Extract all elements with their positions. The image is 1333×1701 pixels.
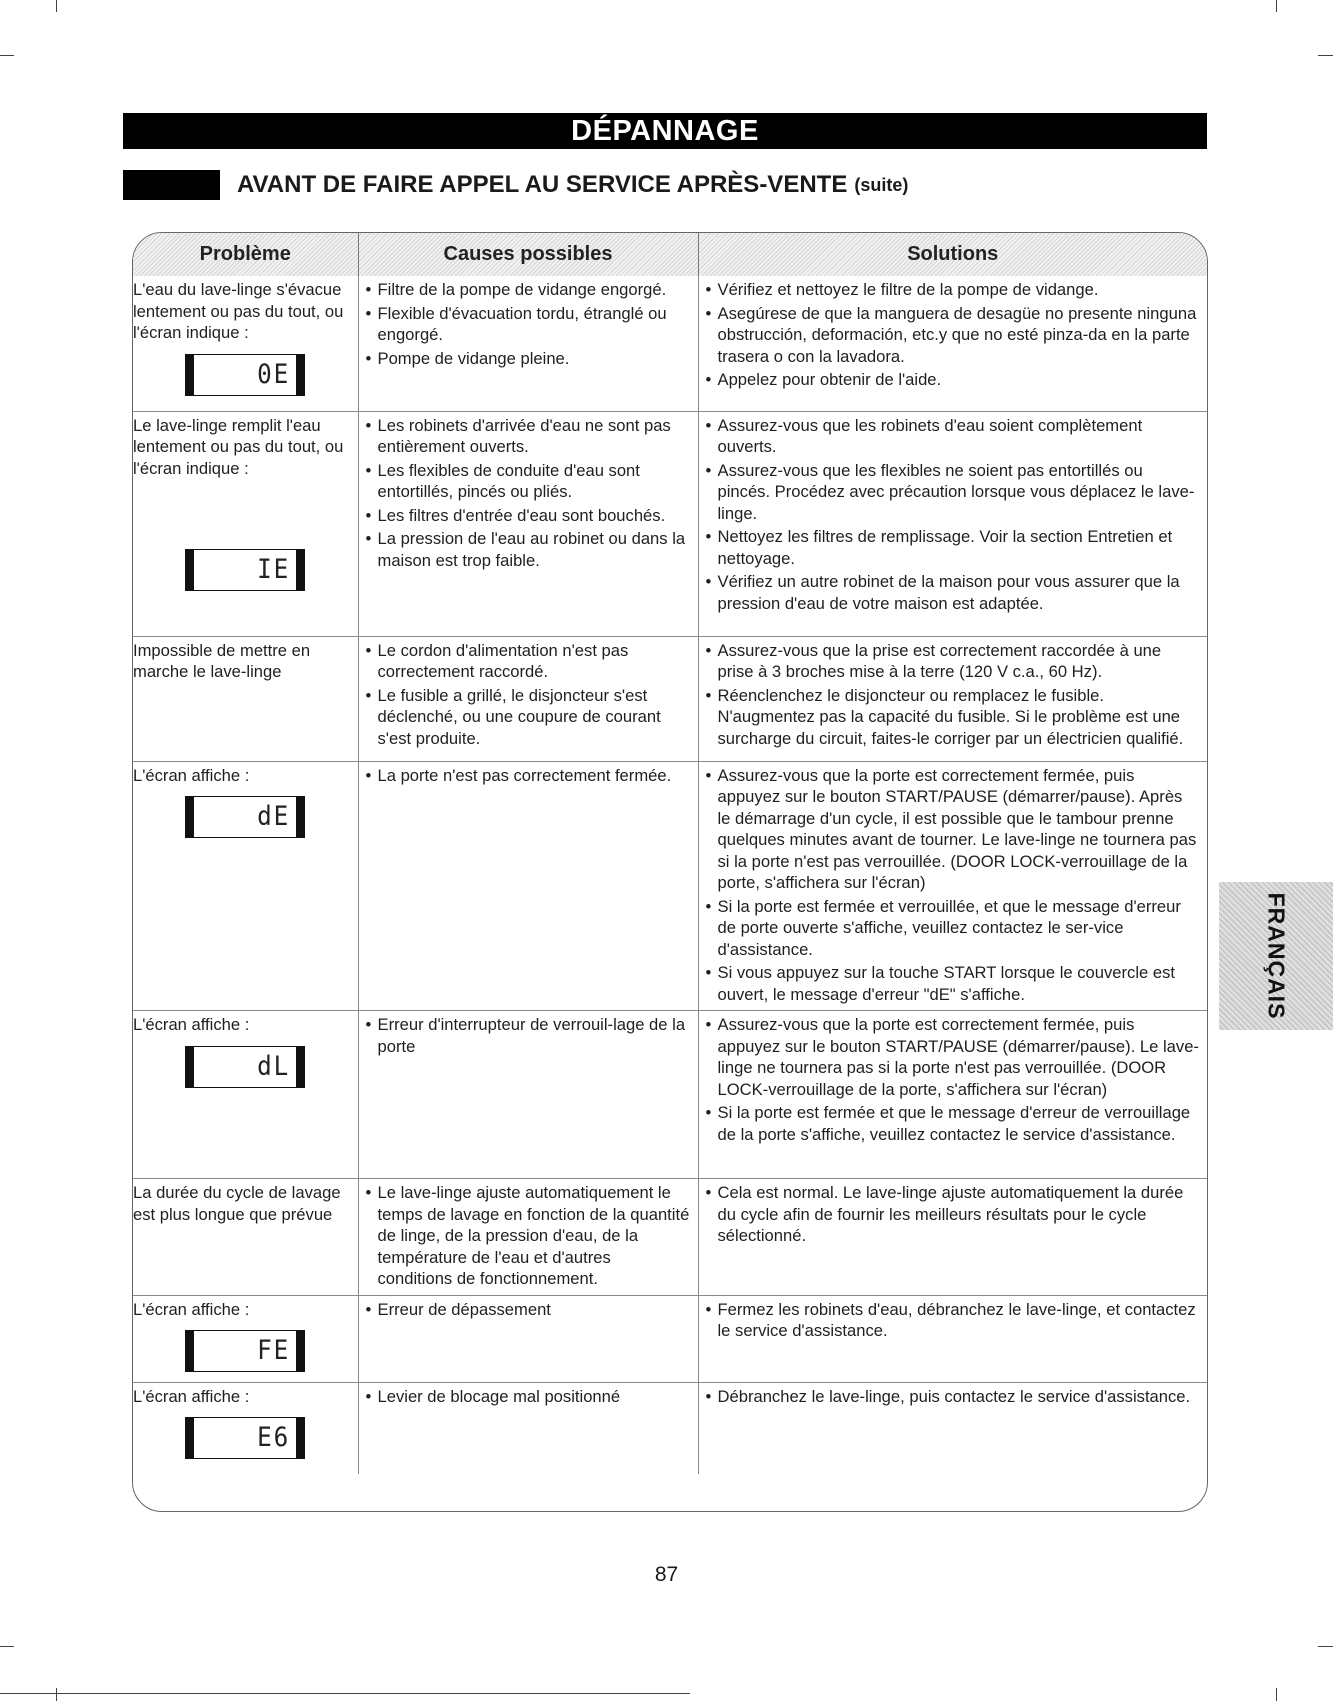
solutions-cell <box>698 411 1207 636</box>
solution-item: • Fermez les robinets d'eau, débranchez le lave-linge, et contactez le service d'assistance. <box>703 1299 1200 1342</box>
cause-item: • Le cordon d'alimentation n'est pas correctement raccordé. <box>363 640 690 683</box>
problem-text: L'écran affiche : <box>133 765 250 785</box>
problem-text: Le lave-linge remplit l'eau lentement ou pas du tout, ou l'écran indique : <box>133 415 344 478</box>
solution-item: • Asegúrese de que la manguera de desagüe no presente ninguna obstrucción, deformación, etc.y que no esté pinza-da en la parte trasera o con la lavadora. <box>703 303 1200 368</box>
solution-item: • Cela est normal. Le lave-linge ajuste automatiquement la durée du cycle afin de fournir les meilleurs résultats pour le cycle sélectionné. <box>703 1182 1200 1247</box>
solution-item: • Réenclenchez le disjoncteur ou remplacez le fusible. N'augmentez pas la capacité du fusible. Si le problème est une surcharge du circuit, faites-le corriger par un électricien qualifié. <box>703 685 1200 750</box>
solution-item: • Vérifiez et nettoyez le filtre de la pompe de vidange. <box>703 279 1200 301</box>
crop-mark <box>1318 55 1333 56</box>
error-code: dE <box>257 801 290 832</box>
error-display <box>185 354 305 396</box>
subtitle-suffix: (suite) <box>854 174 909 195</box>
causes-cell <box>358 276 698 411</box>
table-row <box>133 761 1207 1011</box>
error-display <box>185 1330 305 1372</box>
solutions-cell <box>698 1011 1207 1179</box>
causes-cell <box>358 1382 698 1474</box>
cause-item: • La pression de l'eau au robinet ou dans la maison est trop faible. <box>363 528 690 571</box>
problem-cell <box>133 1295 358 1382</box>
solution-item: • Assurez-vous que la porte est correctement fermée, puis appuyez sur le bouton START/PAUSE (démarrer/pause). Le lave-linge ne tournera pas si la porte n'est pas verrouillée. (DOOR LOCK-verrouillage de la porte, s'affichera sur l'écran) <box>703 1014 1200 1100</box>
page-number: 87 <box>654 1563 679 1586</box>
problem-text: La durée du cycle de lavage est plus longue que prévue <box>133 1183 341 1224</box>
causes-cell <box>358 1295 698 1382</box>
solution-item: • Assurez-vous que la porte est correctement fermée, puis appuyez sur le bouton START/PAUSE (démarrer/pause). Après le démarrage d'un cycle, il est possible que le tambour prenne quelques minutes avant de tourner. Le lave-linge ne tournera pas si la porte n'est pas verrouillée. (DOOR LOCK-verrouillage de la porte, s'affichera sur l'écran) <box>703 765 1200 894</box>
cause-item: • Pompe de vidange pleine. <box>363 348 690 370</box>
problem-cell <box>133 761 358 1011</box>
causes-cell <box>358 636 698 761</box>
problem-text: L'écran affiche : <box>133 1386 250 1406</box>
table-row <box>133 1382 1207 1474</box>
error-display <box>185 1046 305 1088</box>
column-header-causes: Causes possibles <box>358 233 698 276</box>
troubleshooting-table <box>132 232 1208 1512</box>
solutions-cell <box>698 276 1207 411</box>
solution-item: • Appelez pour obtenir de l'aide. <box>703 369 1200 391</box>
causes-cell <box>358 1179 698 1296</box>
crop-mark <box>0 55 14 56</box>
problem-cell <box>133 1382 358 1474</box>
problem-text: L'eau du lave-linge s'évacue lentement ou pas du tout, ou l'écran indique : <box>133 280 344 342</box>
problem-cell <box>133 1011 358 1179</box>
section-subtitle <box>123 170 1223 200</box>
cause-item: • Filtre de la pompe de vidange engorgé. <box>363 279 690 301</box>
cause-item: • Le fusible a grillé, le disjoncteur s'est déclenché, ou une coupure de courant s'est produite. <box>363 685 690 750</box>
solution-item: • Débranchez le lave-linge, puis contactez le service d'assistance. <box>703 1386 1200 1408</box>
causes-cell <box>358 411 698 636</box>
language-side-tab <box>1219 882 1333 1030</box>
solutions-cell <box>698 761 1207 1011</box>
column-header-solutions: Solutions <box>698 233 1207 276</box>
column-header-problem: Problème <box>133 233 358 276</box>
causes-cell <box>358 761 698 1011</box>
language-side-tab-label: FRANÇAIS <box>1263 892 1290 1020</box>
error-code: FE <box>257 1335 290 1366</box>
causes-cell <box>358 1011 698 1179</box>
solution-item: • Si la porte est fermée et que le message d'erreur de verrouillage de la porte s'affiche, veuillez contactez le service d'assistance. <box>703 1102 1200 1145</box>
error-code: E6 <box>257 1422 290 1453</box>
error-code: dL <box>257 1050 290 1082</box>
cause-item: • Erreur d'interrupteur de verrouil-lage de la porte <box>363 1014 690 1057</box>
table-row <box>133 276 1207 411</box>
error-code: 0E <box>257 358 290 390</box>
solution-item: • Assurez-vous que les robinets d'eau soient complètement ouverts. <box>703 415 1200 458</box>
problem-cell <box>133 1179 358 1296</box>
crop-mark <box>1276 1688 1277 1701</box>
cause-item: • Levier de blocage mal positionné <box>363 1386 690 1408</box>
crop-mark <box>1276 0 1277 12</box>
table-row <box>133 636 1207 761</box>
bottom-rule <box>0 1693 690 1694</box>
error-code: IE <box>257 554 290 585</box>
table-header-row <box>133 233 1207 276</box>
solution-item: • Nettoyez les filtres de remplissage. Voir la section Entretien et nettoyage. <box>703 526 1200 569</box>
solutions-cell <box>698 1295 1207 1382</box>
cause-item: • Flexible d'évacuation tordu, étranglé ou engorgé. <box>363 303 690 346</box>
error-display <box>185 1417 305 1459</box>
crop-mark <box>56 0 57 12</box>
solution-item: • Assurez-vous que les flexibles ne soient pas entortillés ou pincés. Procédez avec précaution lorsque vous déplacez le lave-linge. <box>703 460 1200 525</box>
solution-item: • Assurez-vous que la prise est correctement raccordée à une prise à 3 broches mise à la terre (120 V c.a., 60 Hz). <box>703 640 1200 683</box>
table-body <box>133 276 1207 1474</box>
solution-item: • Si la porte est fermée et verrouillée, et que le message d'erreur de porte ouverte s'affiche, veuillez contactez le ser-vice d'assistance. <box>703 896 1200 961</box>
crop-mark <box>0 1646 14 1647</box>
cause-item: • Les robinets d'arrivée d'eau ne sont pas entièrement ouverts. <box>363 415 690 458</box>
subtitle-text: AVANT DE FAIRE APPEL AU SERVICE APRÈS-VENTE <box>237 171 848 198</box>
solution-item: • Si vous appuyez sur la touche START lorsque le couvercle est ouvert, le message d'erreur "dE" s'affiche. <box>703 962 1200 1005</box>
problem-cell <box>133 276 358 411</box>
cause-item: • Le lave-linge ajuste automatiquement le temps de lavage en fonction de la quantité de linge, de la pression d'eau, de la température de l'eau et d'autres conditions de fonctionnement. <box>363 1182 690 1290</box>
crop-mark <box>1318 1646 1333 1647</box>
problem-text: L'écran affiche : <box>133 1299 250 1319</box>
table-row <box>133 1295 1207 1382</box>
table-row <box>133 411 1207 636</box>
problem-cell <box>133 411 358 636</box>
solutions-cell <box>698 1382 1207 1474</box>
solutions-cell <box>698 1179 1207 1296</box>
cause-item: • La porte n'est pas correctement fermée. <box>363 765 690 787</box>
table-row <box>133 1011 1207 1179</box>
crop-mark <box>56 1688 57 1701</box>
solutions-cell <box>698 636 1207 761</box>
cause-item: • Erreur de dépassement <box>363 1299 690 1321</box>
cause-item: • Les filtres d'entrée d'eau sont bouchés. <box>363 505 690 527</box>
problem-text: Impossible de mettre en marche le lave-linge <box>133 640 311 681</box>
error-display <box>185 549 305 591</box>
cause-item: • Les flexibles de conduite d'eau sont entortillés, pincés ou pliés. <box>363 460 690 503</box>
solution-item: • Vérifiez un autre robinet de la maison pour vous assurer que la pression d'eau de votre maison est adaptée. <box>703 571 1200 614</box>
problem-text: L'écran affiche : <box>133 1015 250 1034</box>
problem-cell <box>133 636 358 761</box>
section-banner: DÉPANNAGE <box>123 113 1207 149</box>
subtitle-marker-block <box>123 170 220 200</box>
error-display <box>185 796 305 838</box>
table-row <box>133 1179 1207 1296</box>
